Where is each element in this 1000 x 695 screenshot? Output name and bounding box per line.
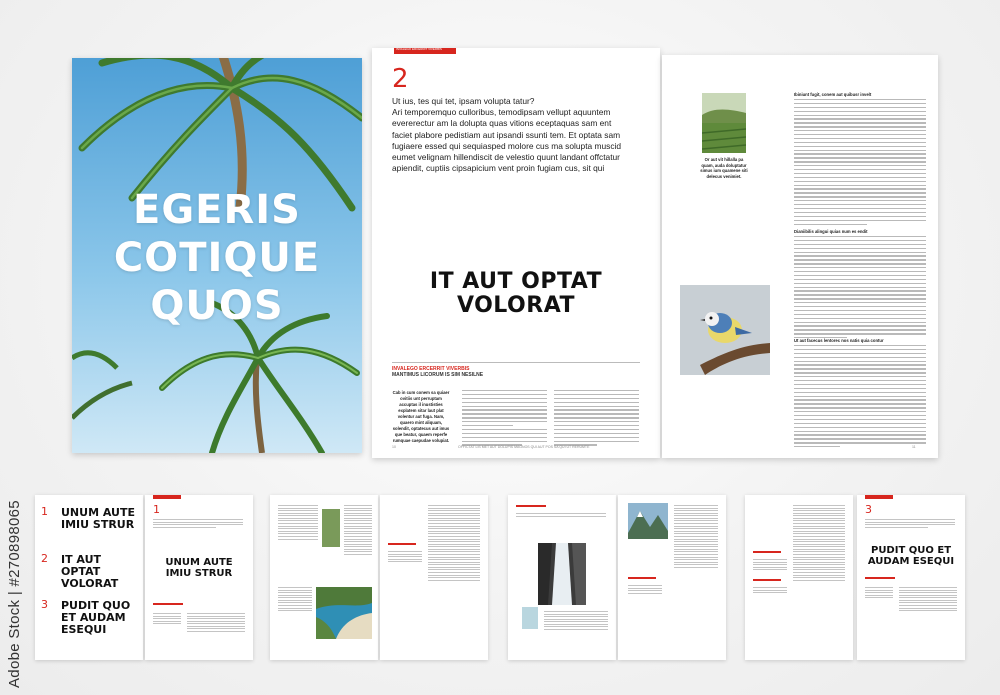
subkicker: MANTIMUS LICORUM IS SIM NESILNE (392, 372, 484, 378)
body-column (794, 345, 926, 450)
intro-paragraph (392, 96, 632, 174)
section-tag-text: INVALEGO ERCERRIT VIVERBIS (396, 48, 442, 51)
magazine-cover (72, 58, 362, 453)
thumbnail-headline: UNUM AUTE IMIU STRUR (165, 557, 233, 579)
divider (392, 362, 640, 363)
subheading: Ibiniunt fugit, conem aut quibusr invelt (794, 92, 872, 97)
subheading: Dianiibilis alingui quias num es endit (794, 229, 868, 234)
kicker: INVALEGO ERCERRIT VIVERBIS (392, 366, 470, 372)
contents-title: PUDIT QUO ET AUDAM ESEQUI (61, 599, 131, 636)
intro-text: Ari temporemquo culloribus, temodipsam vellupt aquuntem evererectur am la dolupta quas vitions eceptaquas sam ent faciet plabore pedistiam aut ipsandi ssunti tem. Et optata sam fugiaere essed qui sequiasped molore cus ma solupta muscid eumet velignam hillendiscit de velestio quunt landant offctatur apiendit, cuptiis cipsapicium vent proin fugiam cus, sit qui (392, 107, 622, 174)
chapter-number: 3 (865, 503, 872, 516)
cover-title-line: COTIQUE (113, 235, 321, 281)
thumbnail-page (380, 495, 488, 660)
vineyard-photo (322, 509, 340, 547)
article-headline (372, 270, 660, 318)
thumbnail-chapter-1 (145, 495, 253, 660)
body-column (794, 236, 926, 341)
cover-title-line: QUOS (150, 283, 284, 329)
chapter-number: 2 (392, 64, 409, 94)
cover-title-line: EGERIS (133, 187, 301, 233)
thumbnail-headline: PUDIT QUO ET AUDAM ESEQUI (867, 545, 955, 567)
spread-left-page (372, 48, 660, 458)
spread-right-page (662, 55, 938, 458)
headline-line: IT AUT OPTAT (429, 269, 603, 294)
page-number: 11 (912, 445, 916, 449)
bird-photo (680, 285, 770, 375)
intro-question: Ut ius, tes qui tet, ipsam volupta tatur? (392, 96, 535, 106)
headline-line: VOLORAT (456, 293, 576, 318)
thumbnail-page (270, 495, 378, 660)
photo-caption: Or aut vit hillalla pa quam, auda doluptatur simus ium quamene siti delecus venimiet. (700, 157, 748, 179)
contents-number: 1 (41, 505, 48, 518)
pull-quote: Cab in cum conem sa quiaer ovitiis unt perruptam accuptas il inustisties explatem sitar laut plat volentur aut fuga. Nam, quaero mint aliquam, solendit, optatecus aut imus que beatur, quaem reperfe rumquae caepudae volupiat. (392, 390, 450, 443)
mountain-photo (628, 503, 668, 539)
body-lines (153, 519, 243, 529)
body-column (794, 99, 926, 227)
subheading: Ut aut facecus lentorec nos natis quia contur (794, 338, 884, 343)
vineyard-photo (702, 93, 746, 153)
page-footer: OFFICTAT LIS MET AUT DOLUPIS MAGNOS QUI AUT POS SA QUI UT RERUMTE (458, 445, 590, 449)
contents-title: UNUM AUTE IMIU STRUR (61, 506, 135, 531)
thumbnail-chapter-3 (857, 495, 965, 660)
stock-watermark: Adobe Stock | #270898065 (6, 500, 23, 688)
page-number: 10 (392, 445, 396, 449)
thumbnail-contents (35, 495, 143, 660)
waterfall-photo (538, 543, 586, 605)
thumbnail-page (508, 495, 616, 660)
thumbnail-page (618, 495, 726, 660)
chapter-number: 1 (153, 503, 160, 516)
cover-title (72, 186, 362, 330)
contents-number: 2 (41, 552, 48, 565)
body-column (554, 390, 639, 448)
thumbnail-page (745, 495, 853, 660)
body-column (462, 390, 547, 448)
small-photo (522, 607, 538, 629)
contents-title: IT AUT OPTAT VOLORAT (61, 553, 119, 590)
contents-number: 3 (41, 598, 48, 611)
coast-photo (316, 587, 372, 639)
